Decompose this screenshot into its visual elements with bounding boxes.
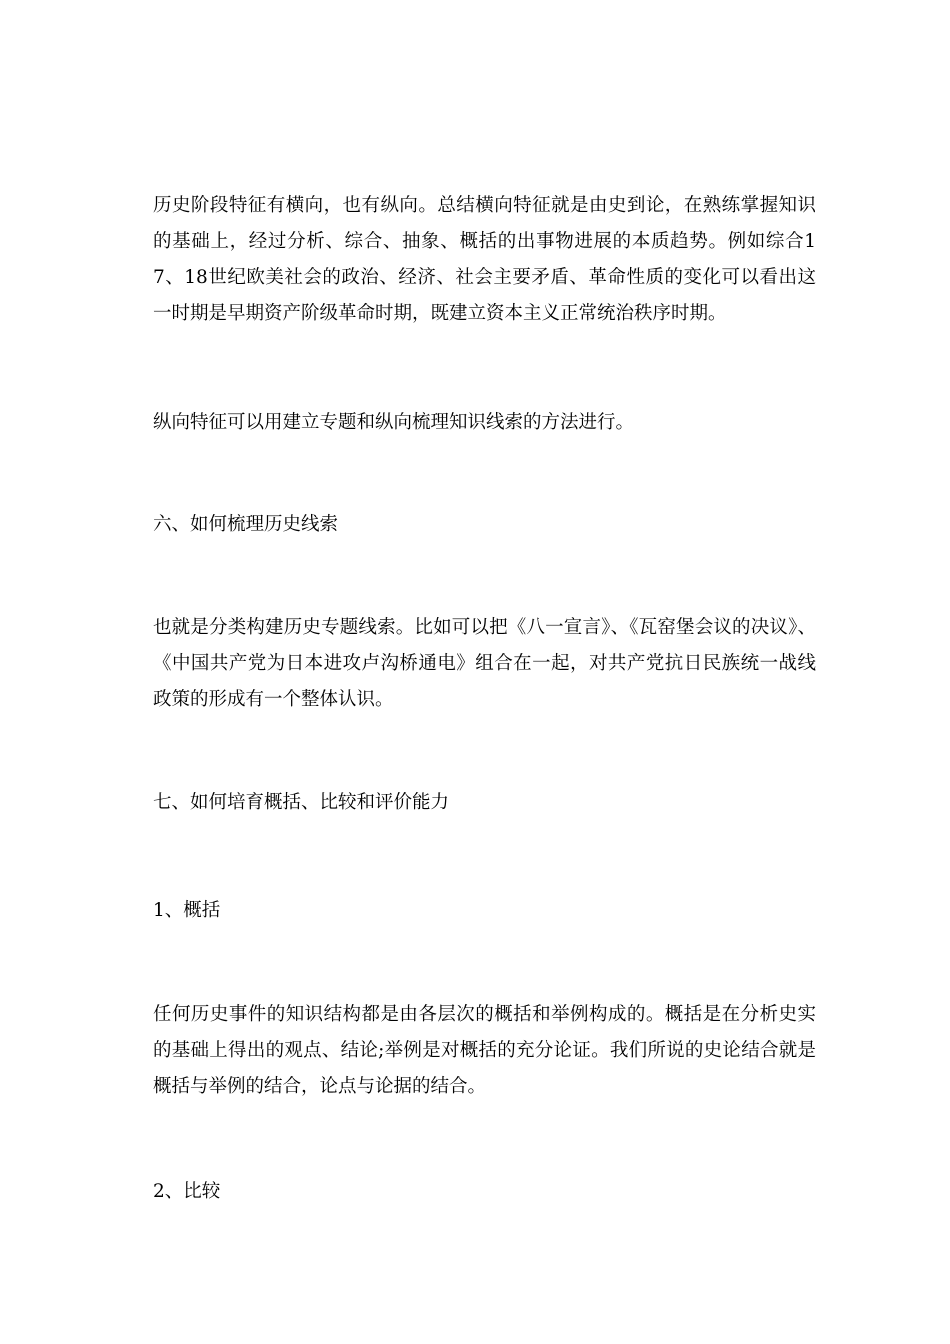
heading-section-seven: 七、如何培育概括、比较和评价能力 (153, 792, 450, 813)
paragraph-vertical-features: 纵向特征可以用建立专题和纵向梳理知识线索的方法进行。 (153, 412, 635, 433)
subheading-compare: 2、比较 (153, 1181, 221, 1202)
heading-section-six: 六、如何梳理历史线索 (153, 514, 339, 535)
paragraph-thematic-clues: 也就是分类构建历史专题线索。比如可以把《八一宣言》、《瓦窑堡会议的决议》、《中国共产党为日本进攻卢沟桥通电》组合在一起，对共产党抗日民族统一战线政策的形成有一个整体认识。 (153, 617, 816, 710)
subheading-summarize: 1、概括 (153, 900, 221, 921)
paragraph-summarize-explanation: 任何历史事件的知识结构都是由各层次的概括和举例构成的。概括是在分析史实的基础上得出的观点、结论;举例是对概括的充分论证。我们所说的史论结合就是概括与举例的结合，论点与论据的结合。 (153, 1004, 816, 1097)
paragraph-historical-stage-features: 历史阶段特征有横向，也有纵向。总结横向特征就是由史到论，在熟练掌握知识的基础上，经过分析、综合、抽象、概括的出事物进展的本质趋势。例如综合17、18世纪欧美社会的政治、经济、社会主要矛盾、革命性质的变化可以看出这一时期是早期资产阶级革命时期，既建立资本主义正常统治秩序时期。 (153, 195, 816, 324)
